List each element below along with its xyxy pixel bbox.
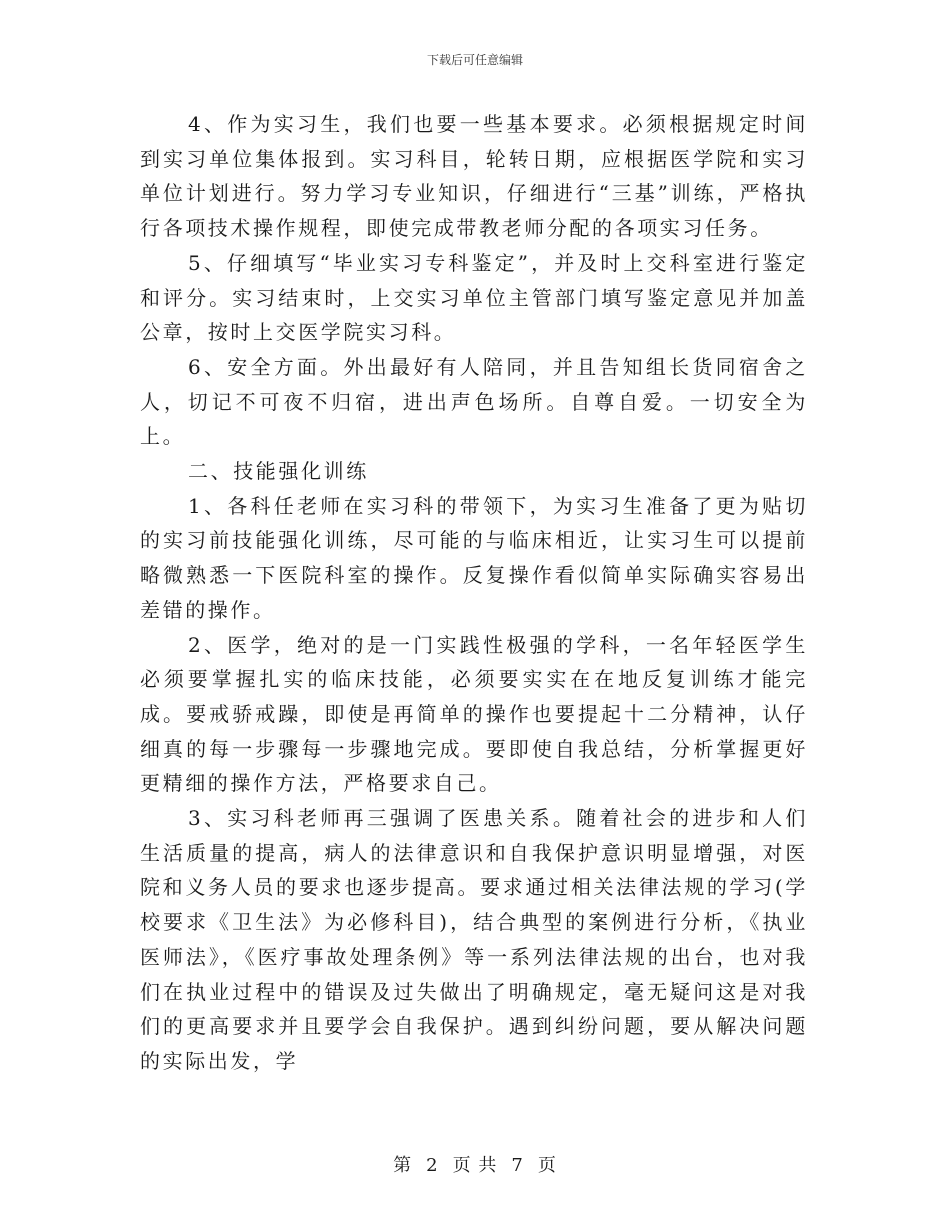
page-number-prefix: 第 <box>393 1155 413 1176</box>
section-heading-skills-training: 二、技能强化训练 <box>188 459 369 484</box>
page-number-total: 7 <box>511 1155 524 1176</box>
paragraph-skills-3: 3、实习科老师再三强调了医患关系。随着社会的进步和人们生活质量的提高，病人的法律意识和自我保护意识明显增强，对医院和义务人员的要求也逐步提高。要求通过相关法律法规的学习(学校要求《卫生法》为必修科目)，结合典型的案例进行分析，《执业医师法》，《医疗事故处理条例》等一系列法律法规的出台，也对我们在执业过程中的错误及过失做出了明确规定，毫无疑问这是对我们的更高要求并且要学会自我保护。遇到纠纷问题，要从解决问题的实际出发，学 <box>140 806 808 1073</box>
document-body <box>140 107 808 1079</box>
paragraph-appraisal: 5、仔细填写“毕业实习专科鉴定”，并及时上交科室进行鉴定和评分。实习结束时，上交实习单位主管部门填写鉴定意见并加盖公章，按时上交医学院实习科。 <box>140 250 808 345</box>
page-number <box>0 1154 950 1178</box>
paragraph-safety: 6、安全方面。外出最好有人陪同，并且告知组长货同宿舍之人，切记不可夜不归宿，进出声色场所。自尊自爱。一切安全为上。 <box>140 354 808 449</box>
page-number-middle: 页 共 <box>452 1155 498 1176</box>
paragraph-practice-requirements: 4、作为实习生，我们也要一些基本要求。必须根据规定时间到实习单位集体报到。实习科目，轮转日期，应根据医学院和实习单位计划进行。努力学习专业知识，仔细进行“三基”训练，严格执行各项技术操作规程，即使完成带教老师分配的各项实习任务。 <box>140 112 808 241</box>
header-note: 下载后可任意编辑 <box>426 53 523 67</box>
page-number-suffix: 页 <box>537 1155 557 1176</box>
paragraph-skills-2: 2、医学，绝对的是一门实践性极强的学科，一名年轻医学生必须要掌握扎实的临床技能，必须要实实在在地反复训练才能完成。要戒骄戒躁，即使是再简单的操作也要提起十二分精神，认仔细真的每一步骤每一步骤地完成。要即使自我总结，分析掌握更好更精细的操作方法，严格要求自己。 <box>140 632 808 796</box>
paragraph-skills-1: 1、各科任老师在实习科的带领下，为实习生准备了更为贴切的实习前技能强化训练，尽可能的与临床相近，让实习生可以提前略微熟悉一下医院科室的操作。反复操作看似简单实际确实容易出差错的操作。 <box>140 493 808 622</box>
page-number-current: 2 <box>426 1155 439 1176</box>
